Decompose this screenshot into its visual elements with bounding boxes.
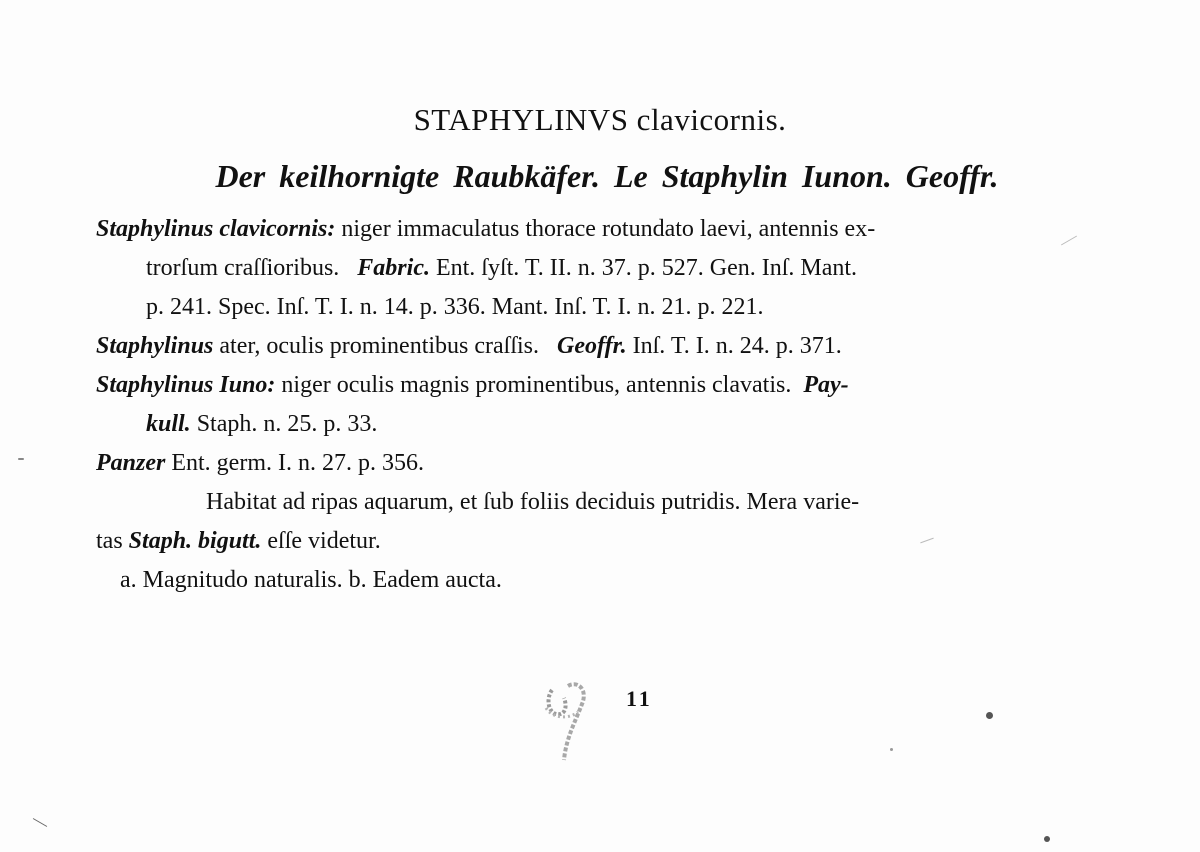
entry-1-line-3 bbox=[146, 292, 764, 322]
handwritten-mark-icon bbox=[538, 668, 600, 764]
habitat-text: eſſe videtur. bbox=[267, 528, 381, 554]
entry-1-line-2 bbox=[146, 253, 857, 283]
species-name: Staphylinus clavicornis: bbox=[96, 216, 336, 242]
reference-text: Staph. n. 25. p. 33. bbox=[196, 411, 378, 437]
species-name: Staphylinus Iuno: bbox=[96, 372, 276, 398]
paper-speck bbox=[890, 748, 893, 751]
common-names: Der keilhornigte Raubkäfer. Le Staphylin Iunon. Geoffr. bbox=[215, 158, 999, 194]
species-abbreviation: Staph. bigutt. bbox=[128, 528, 262, 554]
paper-scratch bbox=[920, 538, 933, 544]
habitat-line-1 bbox=[206, 487, 859, 517]
reference-text: Ent. germ. I. n. 27. p. 356. bbox=[171, 450, 424, 476]
description-text: niger oculis magnis prominentibus, antennis clavatis. bbox=[281, 372, 792, 398]
description-text: niger immaculatus thorace rotundato laevi, antennis ex- bbox=[341, 216, 876, 242]
author-reference: Fabric. bbox=[357, 255, 430, 281]
reference-text: p. 241. Spec. Inſ. T. I. n. 14. p. 336. Mant. Inſ. T. I. n. 21. p. 221. bbox=[146, 294, 764, 320]
habitat-text: tas bbox=[96, 528, 123, 554]
author-reference: Panzer bbox=[96, 450, 166, 476]
author-reference: Pay- bbox=[803, 372, 849, 398]
description-text: trorſum craſſioribus. bbox=[146, 255, 340, 281]
reference-text: Inſ. T. I. n. 24. p. 371. bbox=[632, 333, 842, 359]
page-number: 11 bbox=[626, 686, 653, 711]
habitat-text: Habitat ad ripas aquarum, et ſub foliis deciduis putridis. Mera varie- bbox=[206, 489, 860, 515]
author-reference: kull. bbox=[146, 411, 191, 437]
reference-text: Ent. ſyſt. T. II. n. 37. p. 527. Gen. Inſ. Mant. bbox=[435, 255, 858, 281]
entry-4-line-1 bbox=[96, 448, 424, 478]
description-text: ater, oculis prominentibus craſſis. bbox=[219, 333, 540, 359]
paper-speck bbox=[1044, 836, 1050, 842]
species-name: Staphylinus bbox=[96, 333, 214, 359]
entry-3-line-1 bbox=[96, 370, 849, 400]
habitat-line-2 bbox=[96, 526, 381, 556]
author-reference: Geoffr. bbox=[557, 333, 627, 359]
page-title: STAPHYLINVS clavicornis. bbox=[413, 102, 787, 137]
entry-2-line-1 bbox=[96, 331, 842, 361]
paper-speck bbox=[18, 458, 24, 460]
paper-scratch bbox=[1061, 236, 1077, 246]
entry-3-line-2 bbox=[146, 409, 377, 439]
figure-caption: a. Magnitudo naturalis. b. Eadem aucta. bbox=[120, 567, 502, 593]
entry-1-line-1 bbox=[96, 214, 875, 244]
paper-scratch bbox=[33, 818, 47, 827]
paper-speck bbox=[986, 712, 993, 719]
